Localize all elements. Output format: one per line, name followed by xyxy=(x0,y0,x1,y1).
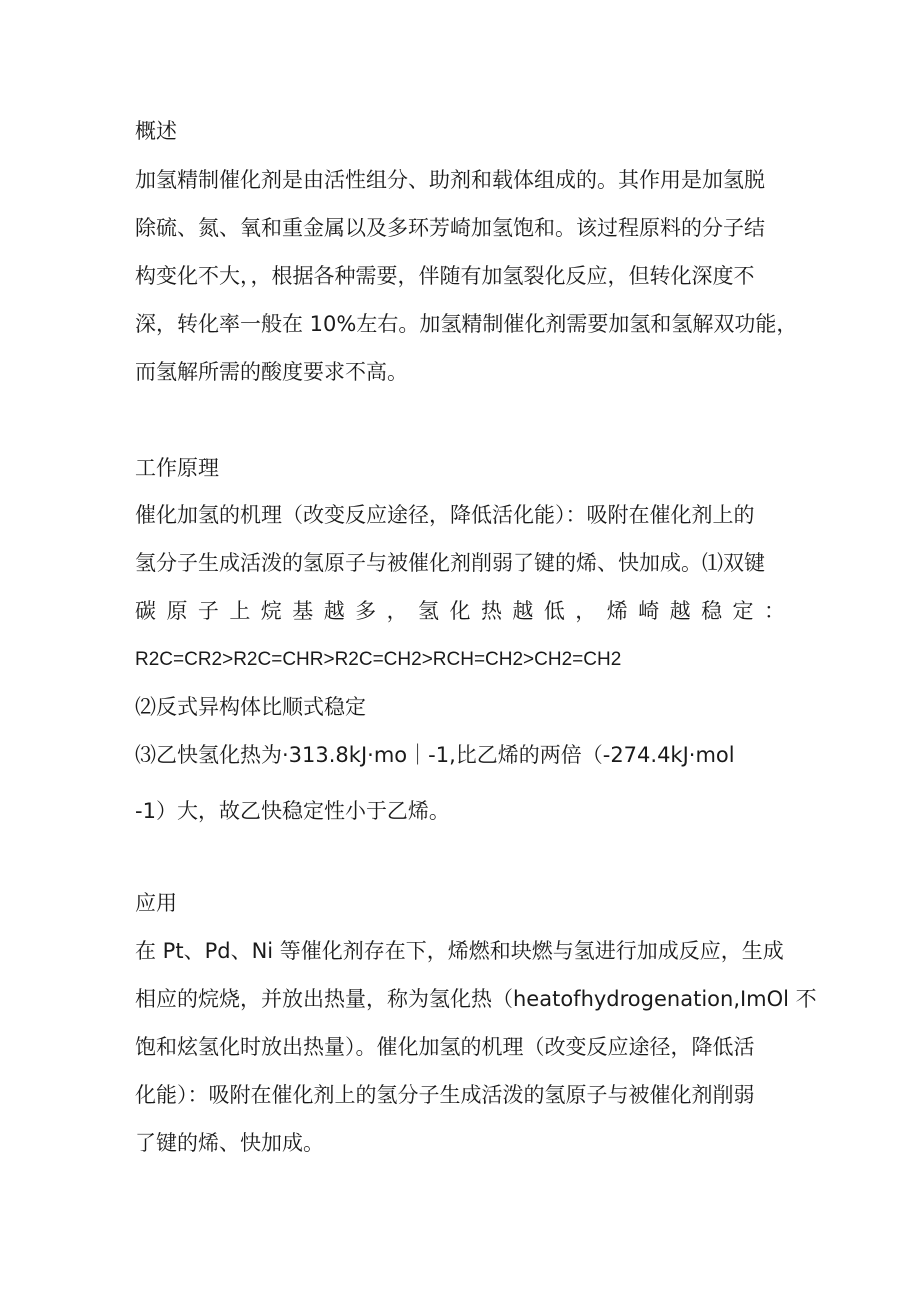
paragraph-line: 深，转化率一般在 10%左右。加氢精制催化剂需要加氢和氢解双功能， xyxy=(135,312,798,336)
paragraph-line: 除硫、氮、氧和重金属以及多环芳崎加氢饱和。该过程原料的分子结 xyxy=(135,216,765,240)
list-item: ⑶乙快氢化热为·313.8kJ·mo｜-1,比乙烯的两倍（-274.4kJ·mol xyxy=(135,743,735,767)
paragraph-line: 催化加氢的机理（改变反应途径，降低活化能）：吸附在催化剂上的 xyxy=(135,503,755,527)
paragraph-line: 相应的烷烧，并放出热量，称为氢化热（heatofhydrogenation,ImOl 不 xyxy=(135,987,817,1011)
paragraph-line: 了键的烯、快加成。 xyxy=(135,1131,324,1155)
formula-line: R2C=CR2>R2C=CHR>R2C=CH2>RCH=CH2>CH2=CH2 xyxy=(135,649,622,670)
paragraph-line: 化能）：吸附在催化剂上的氢分子生成活泼的氢原子与被催化剂削弱 xyxy=(135,1083,755,1107)
paragraph-line: 碳原子上烷基越多，氢化热越低，烯崎越稳定： xyxy=(135,599,785,623)
paragraph-line: 氢分子生成活泼的氢原子与被催化剂削弱了键的烯、快加成。⑴双键 xyxy=(135,551,765,575)
paragraph-line: 加氢精制催化剂是由活性组分、助剂和载体组成的。其作用是加氢脱 xyxy=(135,168,765,192)
section-heading-application: 应用 xyxy=(135,891,177,915)
section-heading-principle: 工作原理 xyxy=(135,456,219,480)
paragraph-line: 饱和炫氢化时放出热量）。催化加氢的机理（改变反应途径，降低活 xyxy=(135,1035,755,1059)
list-item: ⑵反式异构体比顺式稳定 xyxy=(135,695,366,719)
paragraph-line: 构变化不大，，根据各种需要，伴随有加氢裂化反应，但转化深度不 xyxy=(135,264,755,288)
section-heading-overview: 概述 xyxy=(135,119,177,143)
paragraph-line: 在 Pt、Pd、Ni 等催化剂存在下，烯燃和块燃与氢进行加成反应，生成 xyxy=(135,939,784,963)
paragraph-line: -1）大，故乙快稳定性小于乙烯。 xyxy=(135,799,450,823)
paragraph-line: 而氢解所需的酸度要求不高。 xyxy=(135,360,408,384)
